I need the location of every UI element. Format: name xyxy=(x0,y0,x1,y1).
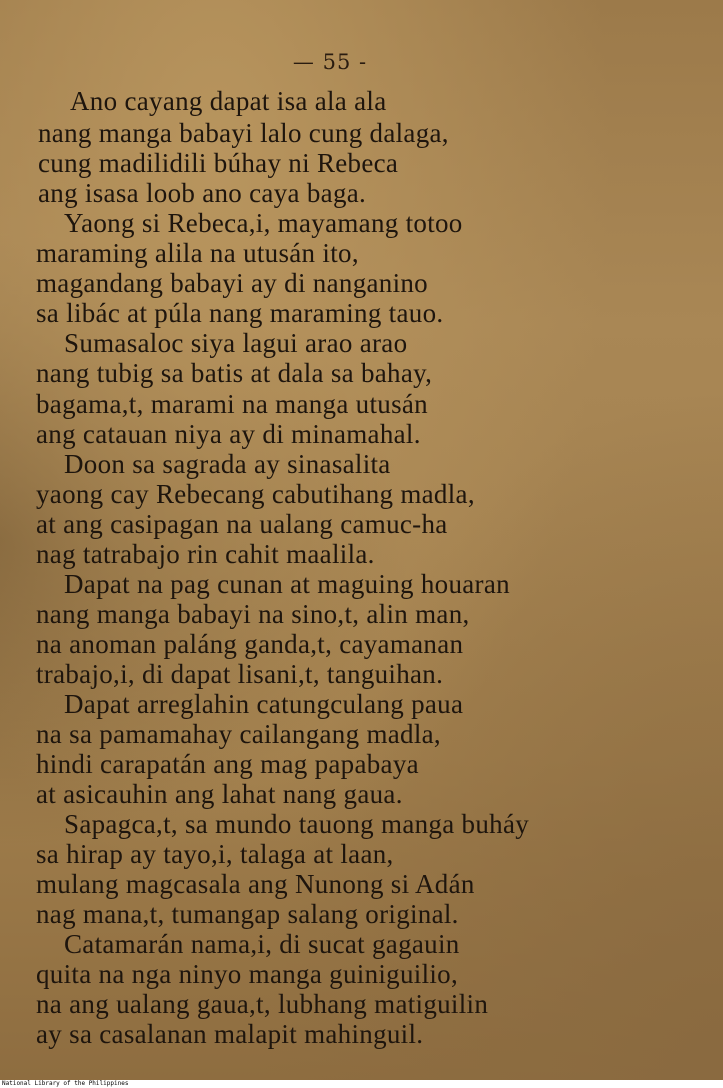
text-line: Sapagca,t, sa mundo tauong manga buháy xyxy=(64,809,530,839)
text-line: Catamarán nama,i, di sucat gagauin xyxy=(64,929,460,959)
text-line: magandang babayi ay di nanganino xyxy=(36,268,428,298)
text-line: at asicauhin ang lahat nang gaua. xyxy=(36,779,403,809)
text-line: Doon sa sagrada ay sinasalita xyxy=(64,449,391,479)
text-line: Sumasaloc siya lagui arao arao xyxy=(64,328,408,358)
text-line: quita na nga ninyo manga guiniguilio, xyxy=(36,959,459,989)
text-line: yaong cay Rebecang cabutihang madla, xyxy=(36,479,475,509)
text-line: bagama,t, marami na manga utusán xyxy=(36,389,428,419)
text-line: Dapat na pag cunan at maguing houaran xyxy=(64,569,510,599)
text-line: nag tatrabajo rin cahit maalila. xyxy=(36,539,375,569)
text-line: sa hirap ay tayo,i, talaga at laan, xyxy=(36,839,394,869)
text-line: ay sa casalanan malapit mahinguil. xyxy=(36,1019,424,1049)
text-line: Dapat arreglahin catungculang paua xyxy=(64,689,464,719)
text-line: cung madilidili búhay ni Rebeca xyxy=(38,148,399,178)
text-line: Yaong si Rebeca,i, mayamang totoo xyxy=(64,208,463,238)
text-line: mulang magcasala ang Nunong si Adán xyxy=(36,869,475,899)
text-line: hindi carapatán ang mag papabaya xyxy=(36,749,419,779)
text-line: ang isasa loob ano caya baga. xyxy=(38,178,367,208)
library-footer: National Library of the Philippines xyxy=(0,1080,723,1088)
text-line: at ang casipagan na ualang camuc-ha xyxy=(36,509,448,539)
text-line: ang catauan niya ay di minamahal. xyxy=(36,419,421,449)
text-line: na sa pamamahay cailangang madla, xyxy=(36,719,441,749)
text-line: Ano cayang dapat isa ala ala xyxy=(70,86,387,116)
text-line: na ang ualang gaua,t, lubhang matiguilin xyxy=(36,989,489,1019)
text-line: nag mana,t, tumangap salang original. xyxy=(36,899,459,929)
text-line: trabajo,i, di dapat lisani,t, tanguihan. xyxy=(36,659,444,689)
text-line: sa libác at púla nang maraming tauo. xyxy=(36,298,444,328)
text-line: nang manga babayi lalo cung dalaga, xyxy=(38,118,449,148)
text-line: nang manga babayi na sino,t, alin man, xyxy=(36,599,470,629)
text-line: nang tubig sa batis at dala sa bahay, xyxy=(36,358,433,388)
page-number: — 55 - xyxy=(292,50,368,74)
text-line: na anoman paláng ganda,t, cayamanan xyxy=(36,629,464,659)
text-line: maraming alila na utusán ito, xyxy=(36,238,359,268)
